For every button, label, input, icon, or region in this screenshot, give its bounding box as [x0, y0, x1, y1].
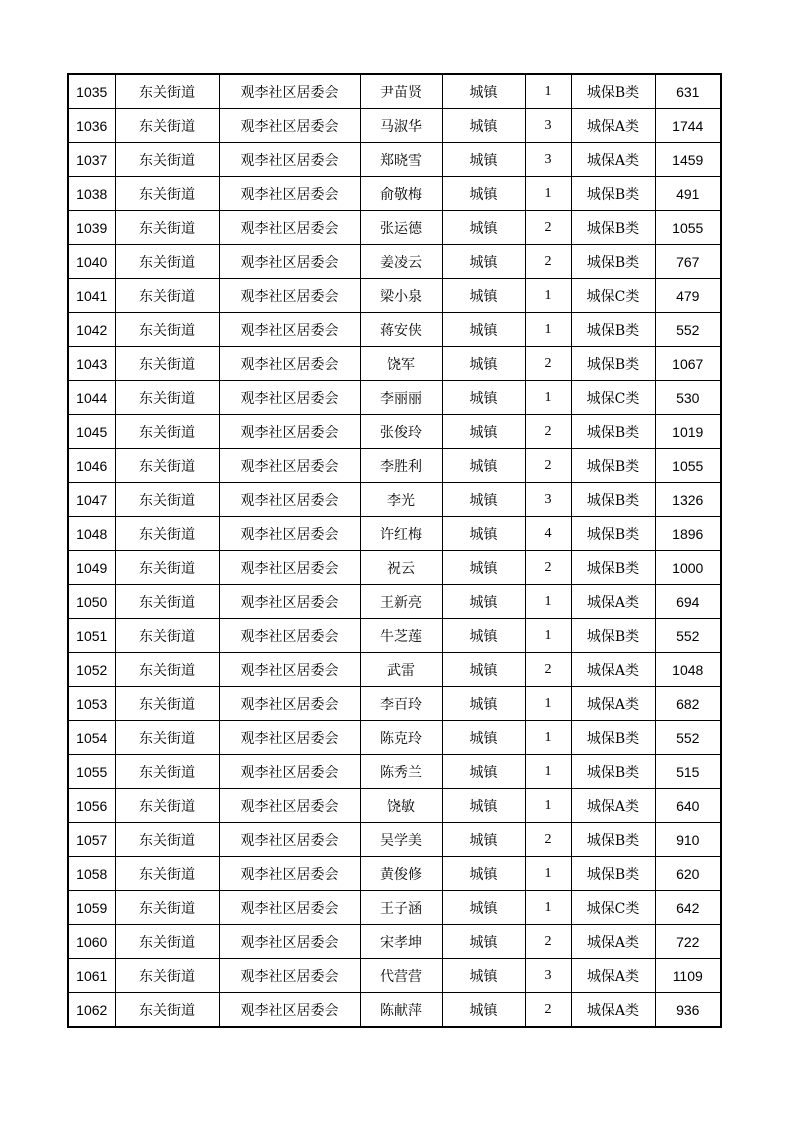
- name-cell: 陈克玲: [360, 721, 442, 755]
- table-row: [68, 755, 721, 789]
- name-cell: 饶军: [360, 347, 442, 381]
- record-id-cell: 1042: [68, 313, 115, 347]
- community-cell: 观李社区居委会: [219, 585, 360, 619]
- record-id-cell: 1038: [68, 177, 115, 211]
- community-cell: 观李社区居委会: [219, 381, 360, 415]
- record-id-cell: 1044: [68, 381, 115, 415]
- household-size-cell: 1: [525, 721, 571, 755]
- area-type-cell: 城镇: [442, 585, 525, 619]
- community-cell: 观李社区居委会: [219, 415, 360, 449]
- table-row: [68, 177, 721, 211]
- amount-cell: 631: [655, 74, 721, 109]
- table-row: [68, 823, 721, 857]
- household-size-cell: 1: [525, 857, 571, 891]
- household-size-cell: 1: [525, 74, 571, 109]
- category-cell: 城保A类: [571, 143, 655, 177]
- amount-cell: 1326: [655, 483, 721, 517]
- street-cell: 东关街道: [115, 347, 219, 381]
- category-cell: 城保A类: [571, 653, 655, 687]
- category-cell: 城保C类: [571, 381, 655, 415]
- street-cell: 东关街道: [115, 381, 219, 415]
- area-type-cell: 城镇: [442, 211, 525, 245]
- name-cell: 马淑华: [360, 109, 442, 143]
- table-row: [68, 959, 721, 993]
- table-row: [68, 551, 721, 585]
- household-size-cell: 1: [525, 279, 571, 313]
- category-cell: 城保B类: [571, 551, 655, 585]
- household-size-cell: 2: [525, 245, 571, 279]
- household-size-cell: 1: [525, 687, 571, 721]
- community-cell: 观李社区居委会: [219, 551, 360, 585]
- name-cell: 祝云: [360, 551, 442, 585]
- street-cell: 东关街道: [115, 74, 219, 109]
- category-cell: 城保B类: [571, 721, 655, 755]
- community-cell: 观李社区居委会: [219, 211, 360, 245]
- area-type-cell: 城镇: [442, 755, 525, 789]
- amount-cell: 694: [655, 585, 721, 619]
- record-id-cell: 1047: [68, 483, 115, 517]
- category-cell: 城保B类: [571, 177, 655, 211]
- street-cell: 东关街道: [115, 415, 219, 449]
- community-cell: 观李社区居委会: [219, 143, 360, 177]
- amount-cell: 515: [655, 755, 721, 789]
- area-type-cell: 城镇: [442, 551, 525, 585]
- record-id-cell: 1052: [68, 653, 115, 687]
- household-size-cell: 2: [525, 415, 571, 449]
- table-row: [68, 517, 721, 551]
- category-cell: 城保B类: [571, 313, 655, 347]
- street-cell: 东关街道: [115, 109, 219, 143]
- amount-cell: 530: [655, 381, 721, 415]
- name-cell: 黄俊修: [360, 857, 442, 891]
- household-size-cell: 2: [525, 653, 571, 687]
- name-cell: 李胜利: [360, 449, 442, 483]
- category-cell: 城保A类: [571, 789, 655, 823]
- record-id-cell: 1037: [68, 143, 115, 177]
- street-cell: 东关街道: [115, 891, 219, 925]
- name-cell: 梁小泉: [360, 279, 442, 313]
- name-cell: 代营营: [360, 959, 442, 993]
- street-cell: 东关街道: [115, 653, 219, 687]
- community-cell: 观李社区居委会: [219, 74, 360, 109]
- street-cell: 东关街道: [115, 279, 219, 313]
- record-id-cell: 1055: [68, 755, 115, 789]
- household-size-cell: 2: [525, 347, 571, 381]
- category-cell: 城保A类: [571, 959, 655, 993]
- community-cell: 观李社区居委会: [219, 925, 360, 959]
- household-size-cell: 1: [525, 177, 571, 211]
- table-row: [68, 619, 721, 653]
- record-id-cell: 1035: [68, 74, 115, 109]
- table-row: [68, 721, 721, 755]
- amount-cell: 1019: [655, 415, 721, 449]
- record-id-cell: 1046: [68, 449, 115, 483]
- community-cell: 观李社区居委会: [219, 517, 360, 551]
- household-size-cell: 1: [525, 381, 571, 415]
- roster-body: [68, 74, 721, 1027]
- record-id-cell: 1043: [68, 347, 115, 381]
- name-cell: 许红梅: [360, 517, 442, 551]
- amount-cell: 1000: [655, 551, 721, 585]
- community-cell: 观李社区居委会: [219, 483, 360, 517]
- community-cell: 观李社区居委会: [219, 789, 360, 823]
- amount-cell: 1896: [655, 517, 721, 551]
- table-row: [68, 313, 721, 347]
- area-type-cell: 城镇: [442, 857, 525, 891]
- table-row: [68, 857, 721, 891]
- category-cell: 城保B类: [571, 347, 655, 381]
- table-row: [68, 245, 721, 279]
- amount-cell: 620: [655, 857, 721, 891]
- category-cell: 城保B类: [571, 823, 655, 857]
- community-cell: 观李社区居委会: [219, 755, 360, 789]
- name-cell: 李百玲: [360, 687, 442, 721]
- area-type-cell: 城镇: [442, 381, 525, 415]
- street-cell: 东关街道: [115, 313, 219, 347]
- street-cell: 东关街道: [115, 857, 219, 891]
- community-cell: 观李社区居委会: [219, 313, 360, 347]
- amount-cell: 1055: [655, 211, 721, 245]
- category-cell: 城保B类: [571, 245, 655, 279]
- street-cell: 东关街道: [115, 483, 219, 517]
- record-id-cell: 1053: [68, 687, 115, 721]
- community-cell: 观李社区居委会: [219, 891, 360, 925]
- amount-cell: 1744: [655, 109, 721, 143]
- record-id-cell: 1058: [68, 857, 115, 891]
- area-type-cell: 城镇: [442, 891, 525, 925]
- name-cell: 王子涵: [360, 891, 442, 925]
- name-cell: 陈献萍: [360, 993, 442, 1028]
- household-size-cell: 1: [525, 313, 571, 347]
- record-id-cell: 1039: [68, 211, 115, 245]
- table-row: [68, 687, 721, 721]
- area-type-cell: 城镇: [442, 245, 525, 279]
- table-row: [68, 143, 721, 177]
- area-type-cell: 城镇: [442, 347, 525, 381]
- name-cell: 宋孝坤: [360, 925, 442, 959]
- street-cell: 东关街道: [115, 721, 219, 755]
- name-cell: 牛芝莲: [360, 619, 442, 653]
- record-id-cell: 1045: [68, 415, 115, 449]
- name-cell: 武雷: [360, 653, 442, 687]
- record-id-cell: 1057: [68, 823, 115, 857]
- table-row: [68, 279, 721, 313]
- record-id-cell: 1048: [68, 517, 115, 551]
- amount-cell: 910: [655, 823, 721, 857]
- amount-cell: 1459: [655, 143, 721, 177]
- name-cell: 姜凌云: [360, 245, 442, 279]
- name-cell: 郑晓雪: [360, 143, 442, 177]
- household-size-cell: 3: [525, 109, 571, 143]
- table-row: [68, 449, 721, 483]
- area-type-cell: 城镇: [442, 687, 525, 721]
- area-type-cell: 城镇: [442, 449, 525, 483]
- category-cell: 城保A类: [571, 925, 655, 959]
- amount-cell: 1067: [655, 347, 721, 381]
- record-id-cell: 1040: [68, 245, 115, 279]
- community-cell: 观李社区居委会: [219, 245, 360, 279]
- record-id-cell: 1062: [68, 993, 115, 1028]
- amount-cell: 552: [655, 313, 721, 347]
- amount-cell: 642: [655, 891, 721, 925]
- table-row: [68, 925, 721, 959]
- street-cell: 东关街道: [115, 789, 219, 823]
- name-cell: 俞敬梅: [360, 177, 442, 211]
- street-cell: 东关街道: [115, 619, 219, 653]
- community-cell: 观李社区居委会: [219, 959, 360, 993]
- category-cell: 城保B类: [571, 755, 655, 789]
- name-cell: 尹苗贤: [360, 74, 442, 109]
- amount-cell: 1048: [655, 653, 721, 687]
- roster-table: [67, 73, 722, 1028]
- category-cell: 城保A类: [571, 585, 655, 619]
- amount-cell: 479: [655, 279, 721, 313]
- community-cell: 观李社区居委会: [219, 653, 360, 687]
- table-row: [68, 74, 721, 109]
- record-id-cell: 1054: [68, 721, 115, 755]
- table-row: [68, 789, 721, 823]
- name-cell: 张运德: [360, 211, 442, 245]
- record-id-cell: 1061: [68, 959, 115, 993]
- category-cell: 城保B类: [571, 211, 655, 245]
- street-cell: 东关街道: [115, 177, 219, 211]
- name-cell: 李丽丽: [360, 381, 442, 415]
- area-type-cell: 城镇: [442, 313, 525, 347]
- community-cell: 观李社区居委会: [219, 279, 360, 313]
- household-size-cell: 2: [525, 823, 571, 857]
- category-cell: 城保B类: [571, 517, 655, 551]
- household-size-cell: 3: [525, 143, 571, 177]
- household-size-cell: 2: [525, 551, 571, 585]
- community-cell: 观李社区居委会: [219, 687, 360, 721]
- amount-cell: 1109: [655, 959, 721, 993]
- amount-cell: 936: [655, 993, 721, 1028]
- amount-cell: 767: [655, 245, 721, 279]
- household-size-cell: 1: [525, 891, 571, 925]
- household-size-cell: 1: [525, 755, 571, 789]
- community-cell: 观李社区居委会: [219, 619, 360, 653]
- category-cell: 城保A类: [571, 109, 655, 143]
- area-type-cell: 城镇: [442, 823, 525, 857]
- amount-cell: 722: [655, 925, 721, 959]
- table-row: [68, 211, 721, 245]
- table-row: [68, 891, 721, 925]
- area-type-cell: 城镇: [442, 517, 525, 551]
- name-cell: 饶敏: [360, 789, 442, 823]
- community-cell: 观李社区居委会: [219, 857, 360, 891]
- amount-cell: 1055: [655, 449, 721, 483]
- area-type-cell: 城镇: [442, 109, 525, 143]
- record-id-cell: 1049: [68, 551, 115, 585]
- area-type-cell: 城镇: [442, 279, 525, 313]
- name-cell: 李光: [360, 483, 442, 517]
- street-cell: 东关街道: [115, 823, 219, 857]
- community-cell: 观李社区居委会: [219, 109, 360, 143]
- category-cell: 城保B类: [571, 483, 655, 517]
- street-cell: 东关街道: [115, 925, 219, 959]
- area-type-cell: 城镇: [442, 653, 525, 687]
- category-cell: 城保B类: [571, 619, 655, 653]
- household-size-cell: 1: [525, 585, 571, 619]
- street-cell: 东关街道: [115, 449, 219, 483]
- community-cell: 观李社区居委会: [219, 823, 360, 857]
- table-row: [68, 585, 721, 619]
- household-size-cell: 1: [525, 619, 571, 653]
- street-cell: 东关街道: [115, 585, 219, 619]
- area-type-cell: 城镇: [442, 959, 525, 993]
- street-cell: 东关街道: [115, 687, 219, 721]
- name-cell: 吴学美: [360, 823, 442, 857]
- household-size-cell: 1: [525, 789, 571, 823]
- record-id-cell: 1059: [68, 891, 115, 925]
- amount-cell: 640: [655, 789, 721, 823]
- street-cell: 东关街道: [115, 959, 219, 993]
- street-cell: 东关街道: [115, 551, 219, 585]
- category-cell: 城保B类: [571, 415, 655, 449]
- amount-cell: 491: [655, 177, 721, 211]
- community-cell: 观李社区居委会: [219, 721, 360, 755]
- area-type-cell: 城镇: [442, 619, 525, 653]
- street-cell: 东关街道: [115, 755, 219, 789]
- community-cell: 观李社区居委会: [219, 347, 360, 381]
- household-size-cell: 3: [525, 483, 571, 517]
- amount-cell: 682: [655, 687, 721, 721]
- community-cell: 观李社区居委会: [219, 449, 360, 483]
- street-cell: 东关街道: [115, 993, 219, 1028]
- amount-cell: 552: [655, 721, 721, 755]
- table-row: [68, 347, 721, 381]
- table-row: [68, 653, 721, 687]
- record-id-cell: 1050: [68, 585, 115, 619]
- area-type-cell: 城镇: [442, 789, 525, 823]
- category-cell: 城保C类: [571, 891, 655, 925]
- household-size-cell: 4: [525, 517, 571, 551]
- household-size-cell: 3: [525, 959, 571, 993]
- record-id-cell: 1056: [68, 789, 115, 823]
- record-id-cell: 1051: [68, 619, 115, 653]
- area-type-cell: 城镇: [442, 925, 525, 959]
- area-type-cell: 城镇: [442, 721, 525, 755]
- record-id-cell: 1041: [68, 279, 115, 313]
- table-row: [68, 993, 721, 1028]
- category-cell: 城保B类: [571, 449, 655, 483]
- name-cell: 张俊玲: [360, 415, 442, 449]
- name-cell: 王新亮: [360, 585, 442, 619]
- category-cell: 城保B类: [571, 74, 655, 109]
- table-row: [68, 415, 721, 449]
- household-size-cell: 2: [525, 925, 571, 959]
- record-id-cell: 1036: [68, 109, 115, 143]
- community-cell: 观李社区居委会: [219, 993, 360, 1028]
- community-cell: 观李社区居委会: [219, 177, 360, 211]
- street-cell: 东关街道: [115, 143, 219, 177]
- street-cell: 东关街道: [115, 517, 219, 551]
- category-cell: 城保A类: [571, 993, 655, 1028]
- category-cell: 城保C类: [571, 279, 655, 313]
- area-type-cell: 城镇: [442, 177, 525, 211]
- table-row: [68, 483, 721, 517]
- household-size-cell: 2: [525, 449, 571, 483]
- area-type-cell: 城镇: [442, 415, 525, 449]
- amount-cell: 552: [655, 619, 721, 653]
- area-type-cell: 城镇: [442, 143, 525, 177]
- area-type-cell: 城镇: [442, 74, 525, 109]
- area-type-cell: 城镇: [442, 483, 525, 517]
- table-row: [68, 381, 721, 415]
- category-cell: 城保B类: [571, 857, 655, 891]
- street-cell: 东关街道: [115, 245, 219, 279]
- record-id-cell: 1060: [68, 925, 115, 959]
- name-cell: 陈秀兰: [360, 755, 442, 789]
- household-size-cell: 2: [525, 211, 571, 245]
- category-cell: 城保A类: [571, 687, 655, 721]
- table-row: [68, 109, 721, 143]
- area-type-cell: 城镇: [442, 993, 525, 1028]
- street-cell: 东关街道: [115, 211, 219, 245]
- name-cell: 蒋安侠: [360, 313, 442, 347]
- household-size-cell: 2: [525, 993, 571, 1028]
